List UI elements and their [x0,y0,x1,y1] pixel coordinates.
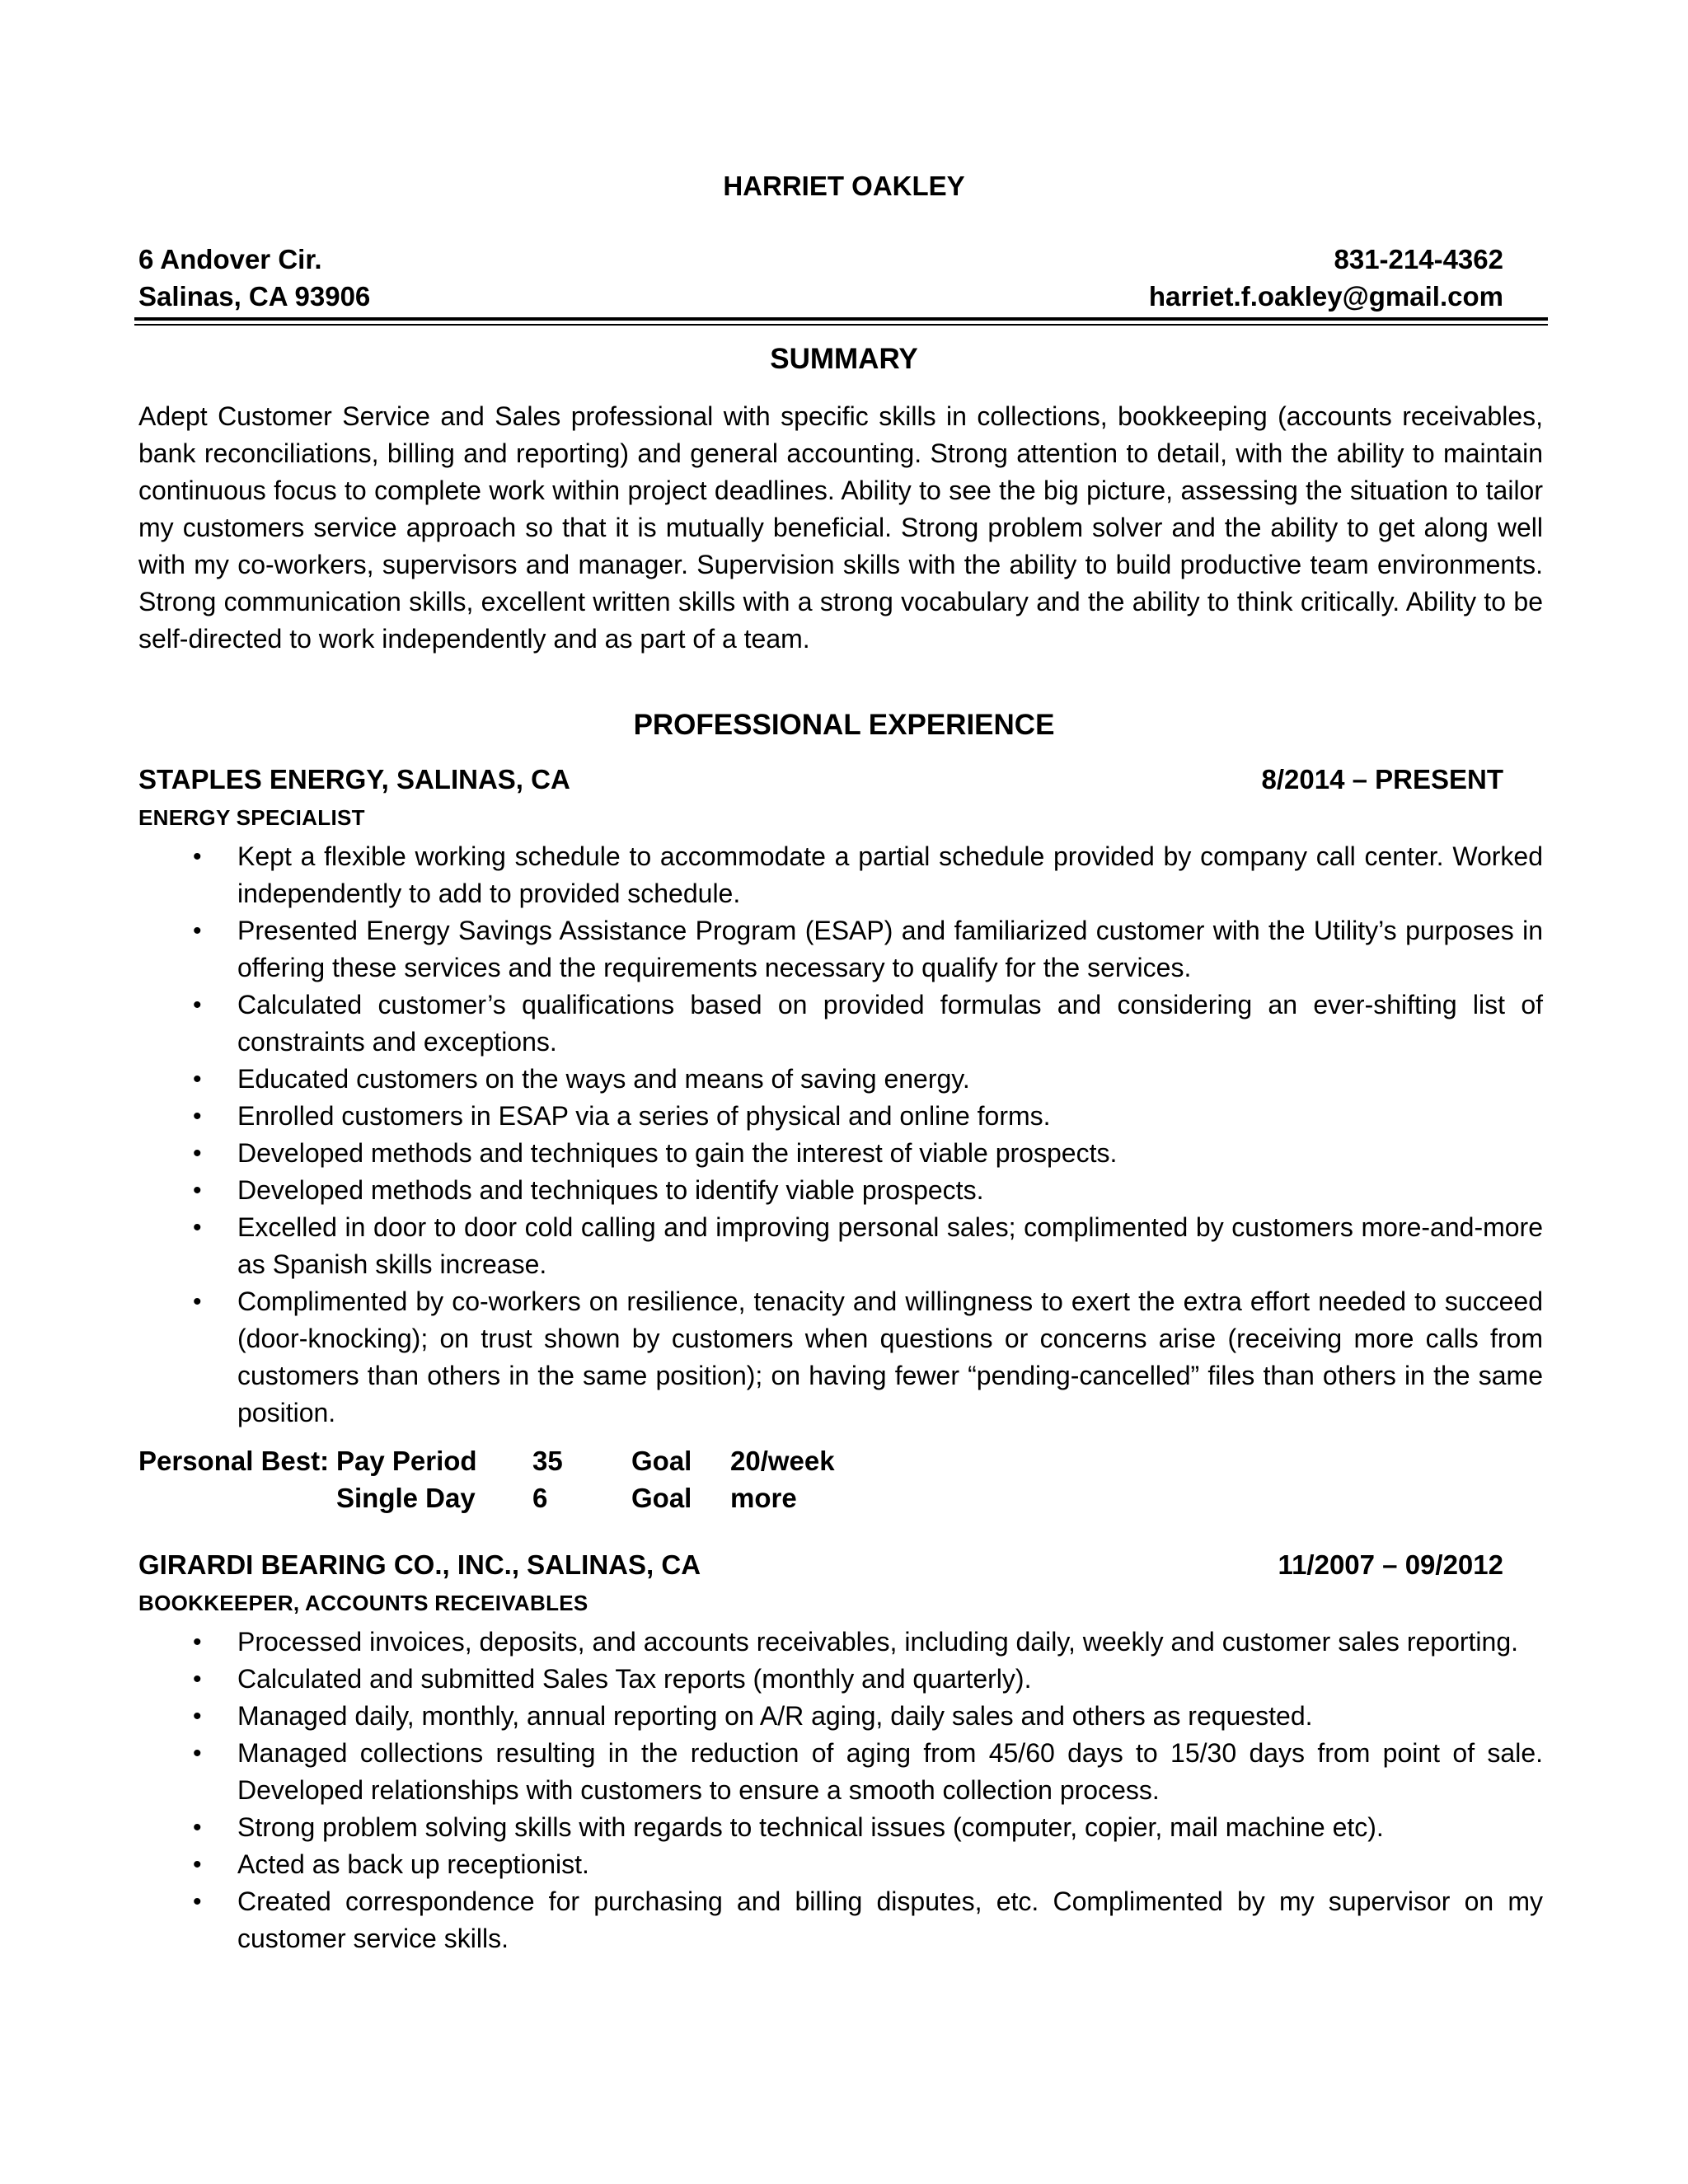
job-bullets-staples [138,838,1543,1432]
bullet-glyph: • [193,1888,202,1915]
best-goal-label: Goal [631,1483,692,1513]
bullet-glyph: • [193,1177,202,1204]
best-goal: 20/week [730,1446,835,1476]
header-rule-thin [134,324,1548,326]
bullet-item: • Developed methods and techniques to gain the interest of viable prospects. [138,1135,1543,1172]
bullet-item: • Processed invoices, deposits, and accounts receivables, including daily, weekly and customer sales reporting. [138,1624,1543,1661]
bullet-item: • Created correspondence for purchasing and billing disputes, etc. Complimented by my supervisor on my customer service skills. [138,1883,1543,1957]
bullet-item: • Acted as back up receptionist. [138,1846,1543,1883]
bullet-item: • Presented Energy Savings Assistance Program (ESAP) and familiarized customer with the Utility’s purposes in offering these services and the requirements necessary to qualify for the services. [138,912,1543,987]
personal-best-table [138,1442,963,1516]
job-title: ENERGY SPECIALIST [138,805,365,830]
company-name: GIRARDI BEARING CO., INC., SALINAS, CA [138,1549,701,1580]
bullet-glyph: • [193,1703,202,1730]
email-address: harriet.f.oakley@gmail.com [1148,281,1503,312]
bullet-glyph: • [193,1288,202,1315]
bullet-item: • Calculated and submitted Sales Tax reports (monthly and quarterly). [138,1661,1543,1698]
personal-best-label: Personal Best: [138,1446,330,1476]
best-count: 6 [532,1483,548,1513]
job-header-girardi [138,1549,1503,1581]
bullet-item: • Managed collections resulting in the reduction of aging from 45/60 days to 15/30 days from point of sale. Developed relationships with customers to ensure a smooth collection process. [138,1735,1543,1809]
bullet-glyph: • [193,991,202,1019]
job-title: BOOKKEEPER, ACCOUNTS RECEIVABLES [138,1591,588,1615]
bullet-glyph: • [193,1629,202,1656]
bullet-glyph: • [193,1066,202,1093]
bullet-item: • Kept a flexible working schedule to accommodate a partial schedule provided by company call center. Worked independently to add to provided schedule. [138,838,1543,912]
experience-heading: PROFESSIONAL EXPERIENCE [633,709,1055,741]
bullet-item: • Enrolled customers in ESAP via a series of physical and online forms. [138,1098,1543,1135]
bullet-item: • Managed daily, monthly, annual reporting on A/R aging, daily sales and others as requested. [138,1698,1543,1735]
bullet-item: • Complimented by co-workers on resilience, tenacity and willingness to exert the extra effort needed to succeed (door-knocking); on trust shown by customers when questions or concerns arise (receiving more calls from customers than others in the same position); on having fewer “pending-cancelled” files than others in the same position. [138,1283,1543,1432]
summary-heading: SUMMARY [770,343,918,375]
bullet-glyph: • [193,1666,202,1693]
best-period: Single Day [336,1483,476,1513]
address-line-1: 6 Andover Cir. [138,244,322,274]
phone-number: 831-214-4362 [1334,244,1503,274]
bullet-item: • Developed methods and techniques to identify viable prospects. [138,1172,1543,1209]
summary-text: Adept Customer Service and Sales professional with specific skills in collections, bookkeeping (accounts receivables, bank reconciliations, billing and reporting) and general accounting. Strong attention to detail, with the ability to maintain continuous focus to complete work within project deadlines. Ability to see the big picture, assessing the situation to tailor my customers service approach so that it is mutually beneficial. Strong problem solver and the ability to get along well with my co-workers, supervisors and manager. Supervision skills with the ability to build productive team environments. Strong communication skills, excellent written skills with a strong vocabulary and the ability to think critically. Ability to be self-directed to work independently and as part of a team. [138,401,1543,654]
address-line-2: Salinas, CA 93906 [138,281,371,312]
bullet-glyph: • [193,843,202,870]
bullet-glyph: • [193,1851,202,1878]
job-bullets-girardi [138,1624,1543,1957]
best-goal: more [730,1483,797,1513]
bullet-item: • Strong problem solving skills with regards to technical issues (computer, copier, mail machine etc). [138,1809,1543,1846]
personal-best-row [138,1442,963,1479]
bullet-item: • Excelled in door to door cold calling and improving personal sales; complimented by customers more-and-more as Spanish skills increase. [138,1209,1543,1283]
company-name: STAPLES ENERGY, SALINAS, CA [138,764,570,794]
contact-row-1 [138,244,1503,275]
job-dates: 11/2007 – 09/2012 [1278,1549,1503,1580]
personal-best-row [138,1479,963,1516]
best-goal-label: Goal [631,1446,692,1476]
candidate-name: HARRIET OAKLEY [723,171,965,201]
contact-row-2 [138,281,1503,312]
bullet-glyph: • [193,1214,202,1241]
bullet-glyph: • [193,1740,202,1767]
job-header-staples [138,764,1503,795]
bullet-item: • Educated customers on the ways and means of saving energy. [138,1061,1543,1098]
bullet-item: • Calculated customer’s qualifications based on provided formulas and considering an ever-shifting list of constraints and exceptions. [138,987,1543,1061]
bullet-glyph: • [193,1814,202,1841]
job-dates: 8/2014 – PRESENT [1261,764,1503,794]
bullet-glyph: • [193,917,202,944]
bullet-glyph: • [193,1140,202,1167]
bullet-glyph: • [193,1103,202,1130]
best-period: Pay Period [336,1446,477,1476]
best-count: 35 [532,1446,563,1476]
header-rule-thick [134,317,1548,321]
